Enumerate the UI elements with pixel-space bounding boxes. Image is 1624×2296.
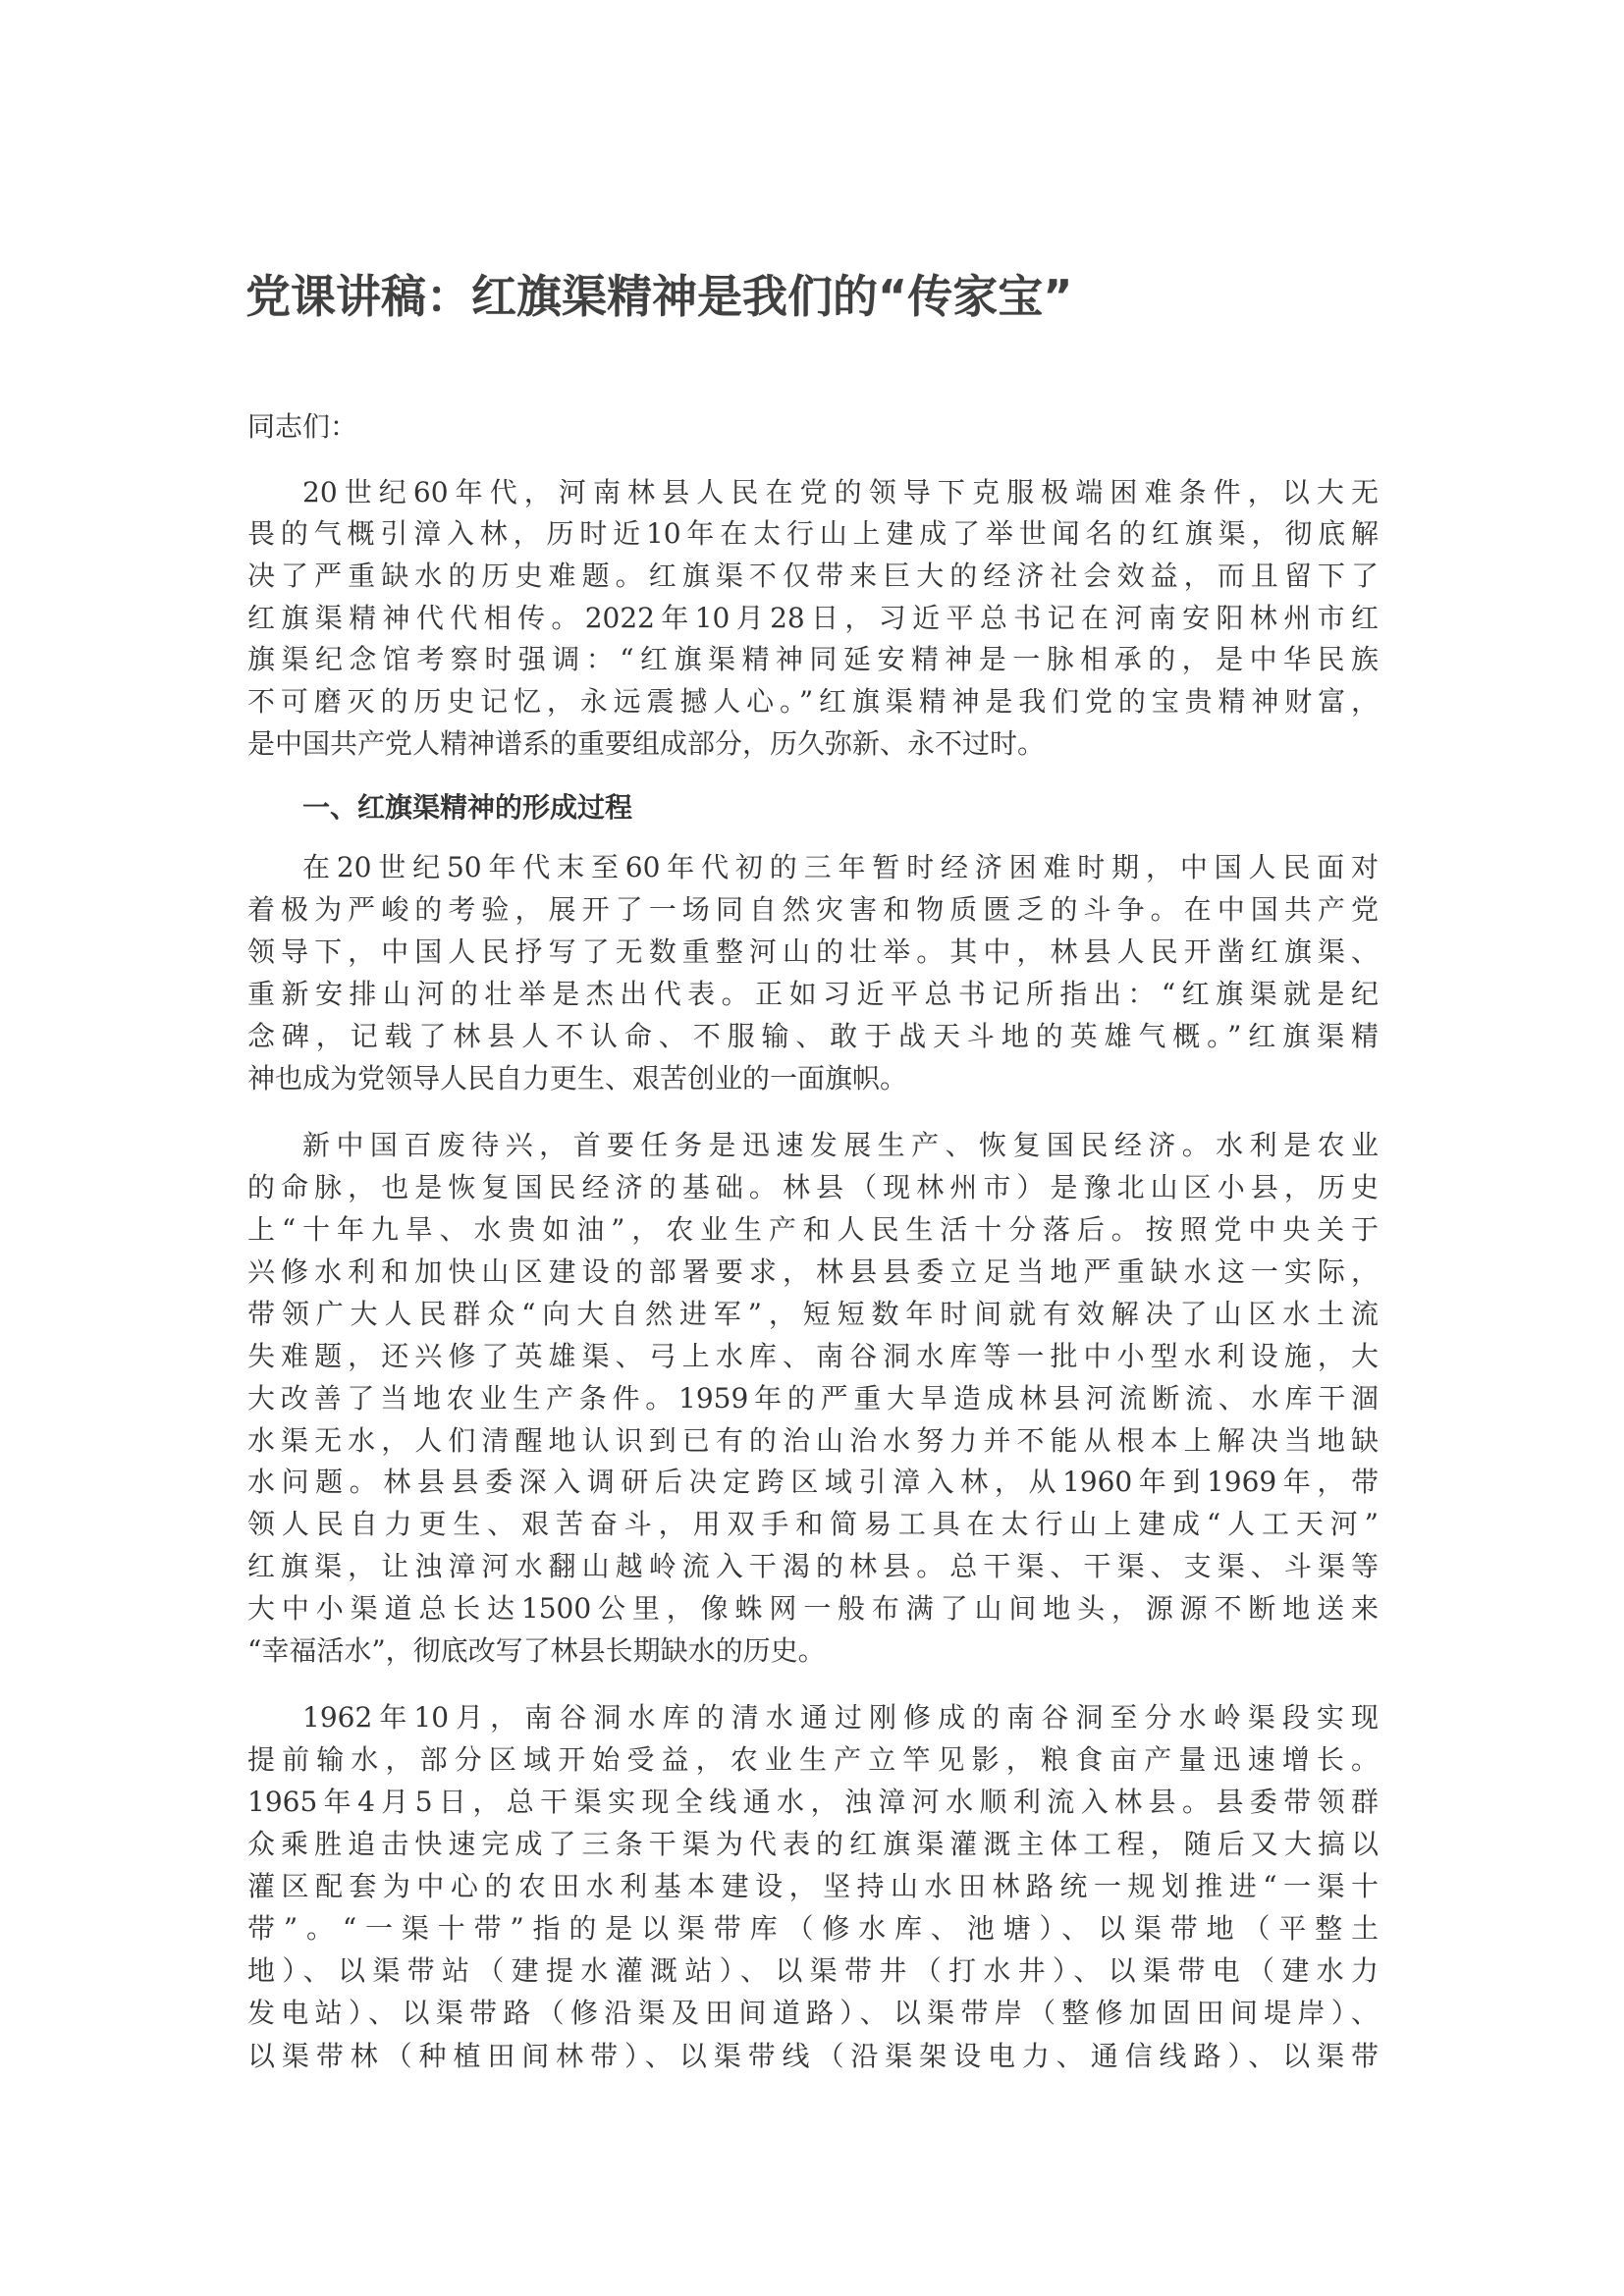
paragraph-line: 着极为严峻的考验，展开了一场同自然灾害和物质匮乏的斗争。在中国共产党 xyxy=(247,893,1379,926)
paragraph-line: 水渠无水，人们清醒地认识到已有的治山治水努力并不能从根本上解决当地缺 xyxy=(247,1424,1379,1457)
paragraph-line: 决了严重缺水的历史难题。红旗渠不仅带来巨大的经济社会效益，而且留下了 xyxy=(247,560,1379,592)
paragraph-line: 红旗渠，让浊漳河水翻山越岭流入干渴的林县。总干渠、干渠、支渠、斗渠等 xyxy=(247,1550,1379,1582)
section-heading: 一、红旗渠精神的形成过程 xyxy=(302,791,633,824)
paragraph-line: 念碑，记载了林县人不认命、不服输、敢于战天斗地的英雄气概。”红旗渠精 xyxy=(247,1020,1379,1052)
document-title: 党课讲稿：红旗渠精神是我们的“传家宝” xyxy=(245,270,1073,323)
paragraph-line: 畏的气概引漳入林，历时近10年在太行山上建成了举世闻名的红旗渠，彻底解 xyxy=(247,517,1379,550)
paragraph-line: 大中小渠道总长达1500公里，像蛛网一般布满了山间地头，源源不断地送来 xyxy=(247,1592,1379,1625)
paragraph-line: 发电站）、以渠带路（修沿渠及田间道路）、以渠带岸（整修加固田间堤岸）、 xyxy=(247,1997,1379,2029)
paragraph-line: 地）、以渠带站（建提水灌溉站）、以渠带井（打水井）、以渠带电（建水力 xyxy=(247,1954,1379,1987)
paragraph-line: 1962年10月，南谷洞水库的清水通过刚修成的南谷洞至分水岭渠段实现 xyxy=(302,1701,1379,1734)
paragraph-line: “幸福活水”，彻底改写了林县长期缺水的历史。 xyxy=(247,1634,826,1667)
paragraph-line: 带”。“一渠十带”指的是以渠带库（修水库、池塘）、以渠带地（平整土 xyxy=(247,1912,1379,1945)
paragraph-line: 20世纪60年代，河南林县人民在党的领导下克服极端困难条件，以大无 xyxy=(302,476,1379,508)
paragraph-line: 以渠带林（种植田间林带）、以渠带线（沿渠架设电力、通信线路）、以渠带 xyxy=(247,2040,1379,2072)
paragraph-line: 红旗渠精神代代相传。2022年10月28日，习近平总书记在河南安阳林州市红 xyxy=(247,602,1379,634)
paragraph-line: 旗渠纪念馆考察时强调：“红旗渠精神同延安精神是一脉相承的，是中华民族 xyxy=(247,643,1379,675)
paragraph-line: 兴修水利和加快山区建设的部署要求，林县县委立足当地严重缺水这一实际， xyxy=(247,1255,1379,1288)
paragraph-line: 提前输水，部分区域开始受益，农业生产立竿见影，粮食亩产量迅速增长。 xyxy=(247,1743,1379,1776)
paragraph-line: 上“十年九旱、水贵如油”，农业生产和人民生活十分落后。按照党中央关于 xyxy=(247,1213,1379,1246)
paragraph-line: 1965年4月5日，总干渠实现全线通水，浊漳河水顺利流入林县。县委带领群 xyxy=(247,1786,1379,1818)
paragraph-line: 是中国共产党人精神谱系的重要组成部分，历久弥新、永不过时。 xyxy=(247,727,1046,760)
paragraph-line: 在20世纪50年代末至60年代初的三年暂时经济困难时期，中国人民面对 xyxy=(302,851,1379,883)
paragraph-line: 领导下，中国人民抒写了无数重整河山的壮举。其中，林县人民开凿红旗渠、 xyxy=(247,935,1379,968)
paragraph-line: 领人民自力更生、艰苦奋斗，用双手和简易工具在太行山上建成“人工天河” xyxy=(247,1508,1379,1540)
paragraph-line: 失难题，还兴修了英雄渠、弓上水库、南谷洞水库等一批中小型水利设施，大 xyxy=(247,1340,1379,1372)
paragraph-line: 灌区配套为中心的农田水利基本建设，坚持山水田林路统一规划推进“一渠十 xyxy=(247,1870,1379,1902)
salutation: 同志们： xyxy=(247,410,358,443)
paragraph-line: 带领广大人民群众“向大自然进军”，短短数年时间就有效解决了山区水土流 xyxy=(247,1298,1379,1330)
paragraph-line: 重新安排山河的壮举是杰出代表。正如习近平总书记所指出：“红旗渠就是纪 xyxy=(247,978,1379,1010)
paragraph-line: 不可磨灭的历史记忆，永远震撼人心。”红旗渠精神是我们党的宝贵精神财富， xyxy=(247,685,1379,718)
paragraph-line: 大改善了当地农业生产条件。1959年的严重大旱造成林县河流断流、水库干涸 xyxy=(247,1382,1379,1415)
paragraph-line: 新中国百废待兴，首要任务是迅速发展生产、恢复国民经济。水利是农业 xyxy=(302,1129,1379,1161)
paragraph-line: 水问题。林县县委深入调研后决定跨区域引漳入林，从1960年到1969年，带 xyxy=(247,1466,1379,1498)
paragraph-line: 的命脉，也是恢复国民经济的基础。林县（现林州市）是豫北山区小县，历史 xyxy=(247,1171,1379,1203)
paragraph-line: 神也成为党领导人民自力更生、艰苦创业的一面旗帜。 xyxy=(247,1062,908,1095)
paragraph-line: 众乘胜追击快速完成了三条干渠为代表的红旗渠灌溉主体工程，随后又大搞以 xyxy=(247,1828,1379,1860)
